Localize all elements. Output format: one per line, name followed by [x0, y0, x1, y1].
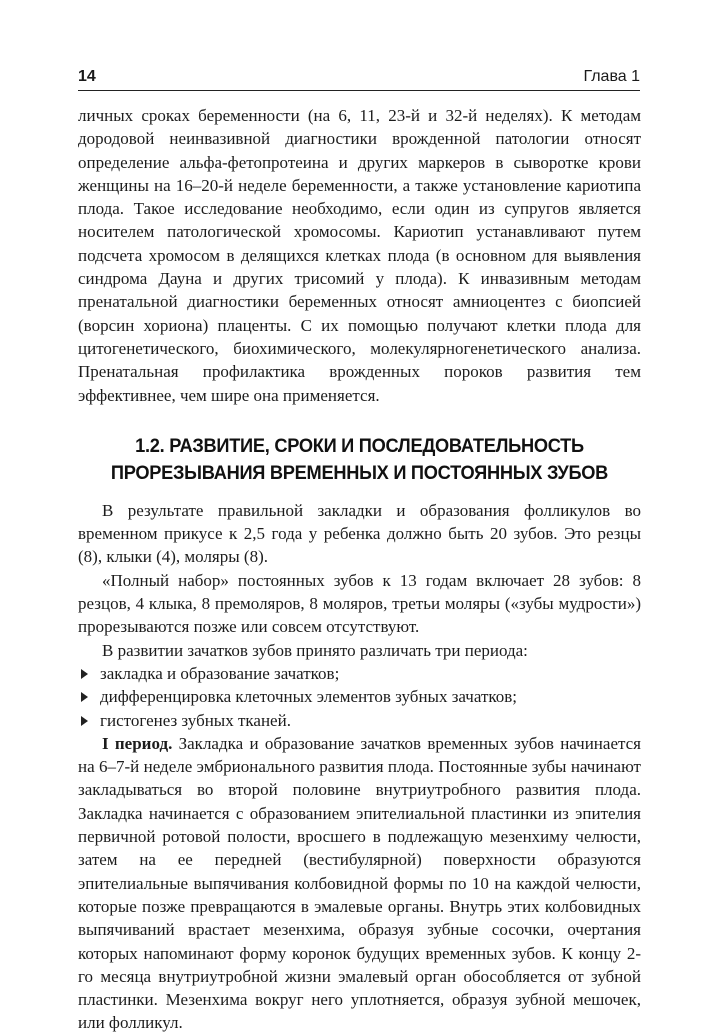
chapter-label: Глава 1 [583, 68, 640, 85]
period-one-label: I период. [102, 733, 173, 753]
list-item [100, 709, 641, 732]
section-heading-line-1: 1.2. РАЗВИТИЕ, СРОКИ И ПОСЛЕДОВАТЕЛЬНОСТЬ [135, 435, 584, 457]
intro-paragraph: личных сроках беременности (на 6, 11, 23-й и 32-й неделях). К методам дородовой неинвазивной диагностики врожденной патологии относят определение альфа-фетопротеина и других маркеров в сыворотке крови женщины на 16–20-й неделе беременности, а также установление кариотипа плода. Такое исследование необходимо, если один из супругов является носителем патологической хромосомы. Кариотип устанавливают путем подсчета хромосом в делящихся клетках плода (в основном для выявления синдрома Дауна и других трисомий у плода). К инвазивным методам пренатальной диагностики беременных относят амниоцентез с биопсией (ворсин хориона) плаценты. С их помощью получают клетки плода для цитогенетического, биохимического, молекулярногенетического анализа. Пренатальная профилактика врожденных пороков развития тем эффективнее, чем шире она применяется. [78, 106, 641, 405]
period-one-text: Закладка и образование зачатков временных зубов начинается на 6–7-й неделе эмбрионального развития плода. Постоянные зубы начинают закладываться во второй половине внутриутробного развития плода. Закладка начинается с образованием эпителиальной пластинки из эпителия первичной ротовой полости, вросшего в подлежащую мезенхиму челюсти, затем на ее передней (вестибулярной) поверхности образуются эпителиальные выпячивания колбовидной формы по 10 на каждой челюсти, которые позже превращаются в эмалевые органы. Внутрь этих колбовидных выпячиваний врастает мезенхима, образуя зубные сосочки, очертания которых напоминают форму коронок будущих временных зубов. К концу 2-го месяца внутриутробной жизни эмалевый орган обособляется от зубной пластинки. Мезенхима вокруг него уплотняется, образуя зубной мешочек, или фолликул. [78, 733, 641, 1033]
paragraph-periods-intro: В развитии зачатков зубов принято различать три периода: [102, 640, 528, 660]
section-heading-line-2: ПРОРЕЗЫВАНИЯ ВРЕМЕННЫХ И ПОСТОЯННЫХ ЗУБОВ [110, 462, 609, 484]
section-heading [89, 433, 629, 487]
body-text [78, 104, 641, 1035]
list-item [100, 685, 641, 708]
triangle-bullet-icon [81, 692, 88, 702]
triangle-bullet-icon [81, 669, 88, 679]
paragraph-permanent-teeth: «Полный набор» постоянных зубов к 13 годам включает 28 зубов: 8 резцов, 4 клыка, 8 премоляров, 8 моляров, третьи моляры («зубы мудрости») прорезываются позже или совсем отсутствуют. [78, 570, 641, 637]
paragraph-period-one [78, 732, 641, 1035]
list-item-text: дифференцировка клеточных элементов зубных зачатков; [100, 687, 518, 707]
list-item-text: закладка и образование зачатков; [100, 663, 340, 683]
running-head [78, 66, 640, 88]
page-number: 14 [78, 68, 96, 85]
list-item [100, 662, 641, 685]
periods-list [78, 662, 641, 732]
header-rule [78, 90, 640, 91]
paragraph-temporary-teeth: В результате правильной закладки и образования фолликулов во временном прикусе к 2,5 года у ребенка должно быть 20 зубов. Это резцы (8), клыки (4), моляры (8). [78, 500, 641, 567]
triangle-bullet-icon [81, 716, 88, 726]
list-item-text: гистогенез зубных тканей. [100, 710, 291, 730]
